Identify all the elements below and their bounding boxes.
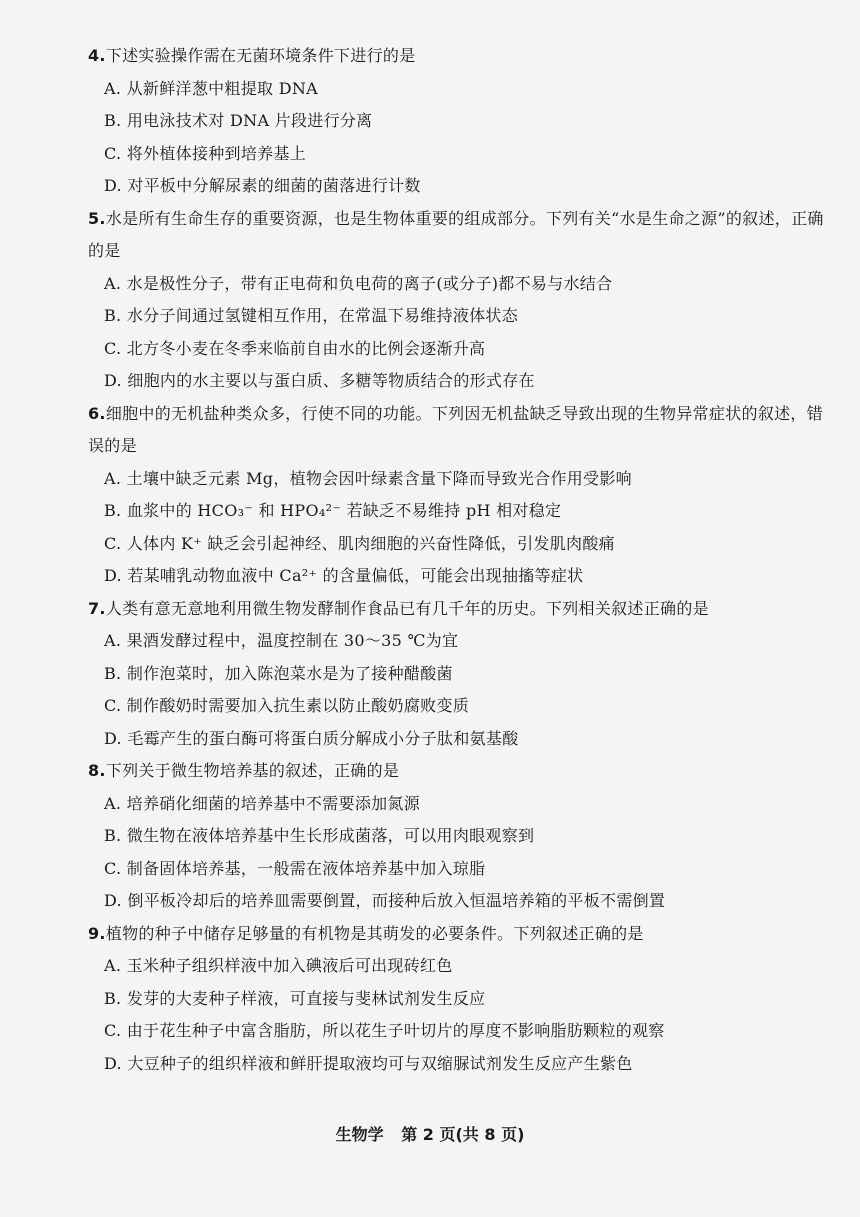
option-a: A. 水是极性分子，带有正电荷和负电荷的离子(或分子)都不易与水结合: [104, 273, 613, 293]
question-stem: [88, 398, 828, 463]
option-b: B. 血浆中的 HCO₃⁻ 和 HPO₄²⁻ 若缺乏不易维持 pH 相对稳定: [104, 501, 562, 520]
question-text: 下列关于微生物培养基的叙述，正确的是: [105, 761, 400, 780]
option-a: A. 玉米种子组织样液中加入碘液后可出现砖红色: [104, 956, 453, 975]
question-list: [0, 40, 860, 1080]
option-c: C. 制作酸奶时需要加入抗生素以防止酸奶腐败变质: [104, 696, 470, 715]
question-stem: [88, 918, 828, 951]
question-number: 9.: [88, 923, 106, 943]
question-text: 植物的种子中储存足够量的有机物是其萌发的必要条件。下列叙述正确的是: [105, 923, 644, 943]
question-number: 5.: [88, 208, 106, 228]
option-d: D. 毛霉产生的蛋白酶可将蛋白质分解成小分子肽和氨基酸: [104, 728, 519, 748]
question-text: 细胞中的无机盐种类众多，行使不同的功能。下列因无机盐缺乏导致出现的生物异常症状的叙述，错误的是: [88, 403, 824, 455]
option-b: B. 制作泡菜时，加入陈泡菜水是为了接种醋酸菌: [104, 663, 453, 683]
option-b: B. 水分子间通过氢键相互作用，在常温下易维持液体状态: [104, 306, 519, 325]
subject-label: 生物学: [335, 1125, 384, 1144]
option-d: D. 倒平板冷却后的培养皿需要倒置，而接种后放入恒温培养箱的平板不需倒置: [104, 891, 666, 910]
page-footer: [0, 1122, 860, 1145]
question-stem: [88, 593, 828, 626]
question-stem: [88, 40, 828, 73]
question-4: [0, 40, 860, 203]
question-text: 下述实验操作需在无菌环境条件下进行的是: [105, 46, 416, 65]
option-c: C. 制备固体培养基，一般需在液体培养基中加入琼脂: [104, 858, 486, 878]
question-text: 水是所有生命生存的重要资源，也是生物体重要的组成部分。下列有关“水是生命之源”的叙述，正确的是: [88, 208, 824, 260]
question-9: [0, 918, 860, 1081]
option-d: D. 对平板中分解尿素的细菌的菌落进行计数: [104, 176, 421, 195]
question-text: 人类有意无意地利用微生物发酵制作食品已有几千年的历史。下列相关叙述正确的是: [105, 598, 709, 618]
option-a: A. 果酒发酵过程中，温度控制在 30～35 ℃为宜: [104, 631, 459, 650]
question-5: [0, 203, 860, 398]
question-stem: [88, 203, 828, 268]
option-b: B. 用电泳技术对 DNA 片段进行分离: [104, 111, 373, 130]
option-b: B. 发芽的大麦种子样液，可直接与斐林试剂发生反应: [104, 988, 486, 1008]
question-number: 6.: [88, 403, 106, 423]
option-a: A. 土壤中缺乏元素 Mg，植物会因叶绿素含量下降而导致光合作用受影响: [104, 468, 632, 488]
question-7: [0, 593, 860, 756]
option-d: D. 大豆种子的组织样液和鲜肝提取液均可与双缩脲试剂发生反应产生紫色: [104, 1053, 633, 1073]
question-number: 7.: [88, 598, 106, 618]
option-a: A. 从新鲜洋葱中粗提取 DNA: [104, 78, 318, 98]
option-c: C. 将外植体接种到培养基上: [104, 143, 307, 163]
question-number: 4.: [88, 46, 106, 65]
page-number: 第 2 页(共 8 页): [401, 1125, 525, 1144]
option-d: D. 细胞内的水主要以与蛋白质、多糖等物质结合的形式存在: [104, 371, 535, 390]
option-a: A. 培养硝化细菌的培养基中不需要添加氮源: [104, 793, 421, 813]
option-c: C. 北方冬小麦在冬季来临前自由水的比例会逐渐升高: [104, 338, 486, 358]
question-6: [0, 398, 860, 593]
option-d: D. 若某哺乳动物血液中 Ca²⁺ 的含量偏低，可能会出现抽搐等症状: [104, 566, 584, 585]
option-c: C. 由于花生种子中富含脂肪，所以花生子叶切片的厚度不影响脂肪颗粒的观察: [104, 1021, 665, 1040]
option-b: B. 微生物在液体培养基中生长形成菌落，可以用肉眼观察到: [104, 826, 535, 845]
question-stem: [88, 755, 828, 788]
question-number: 8.: [88, 761, 106, 780]
question-8: [0, 755, 860, 918]
option-c: C. 人体内 K⁺ 缺乏会引起神经、肌肉细胞的兴奋性降低，引发肌肉酸痛: [104, 533, 615, 553]
